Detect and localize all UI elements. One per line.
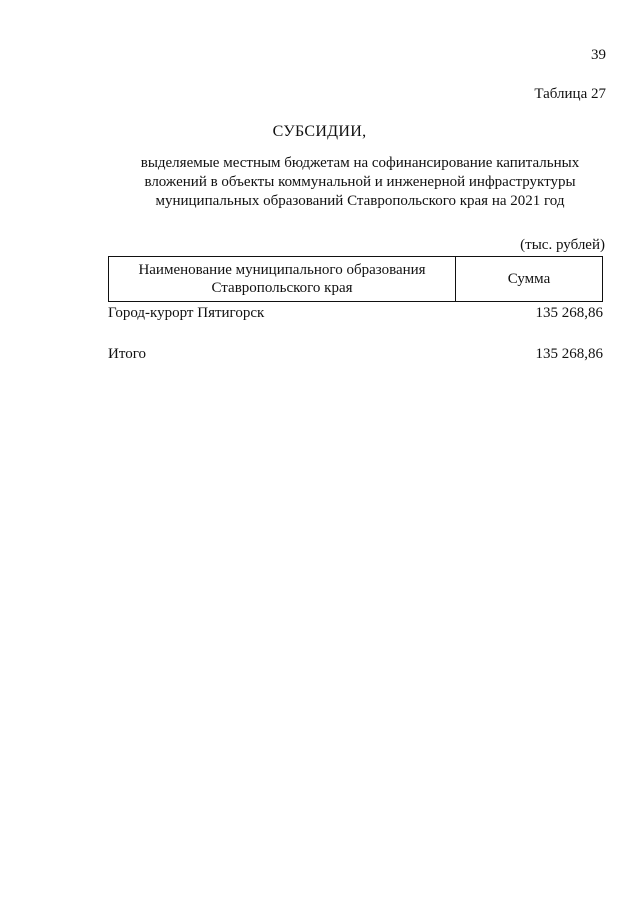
total-label: Итого [108,346,146,362]
table-header [108,256,603,302]
table-row [108,304,603,322]
column-header-name-line: Ставропольского края [211,280,353,296]
table-reference: Таблица 27 [534,86,606,102]
row-name: Город-курорт Пятигорск [108,305,265,321]
units-label: (тыс. рублей) [520,237,605,253]
subtitle-line: муниципальных образований Ставропольского края на 2021 год [155,193,565,209]
column-header-name [109,257,456,301]
column-header-name-line: Наименование муниципального образования [138,262,426,278]
row-sum: 135 268,86 [535,305,603,321]
page-number: 39 [591,47,606,63]
column-header-sum: Сумма [507,271,551,287]
total-row [108,345,603,363]
subtitle-line: вложений в объекты коммунальной и инженерной инфраструктуры [144,174,576,190]
document-subtitle [100,154,620,211]
document-title: СУБСИДИИ, [272,123,367,140]
subtitle-line: выделяемые местным бюджетам на софинансирование капитальных [140,155,580,171]
total-sum: 135 268,86 [535,346,603,362]
